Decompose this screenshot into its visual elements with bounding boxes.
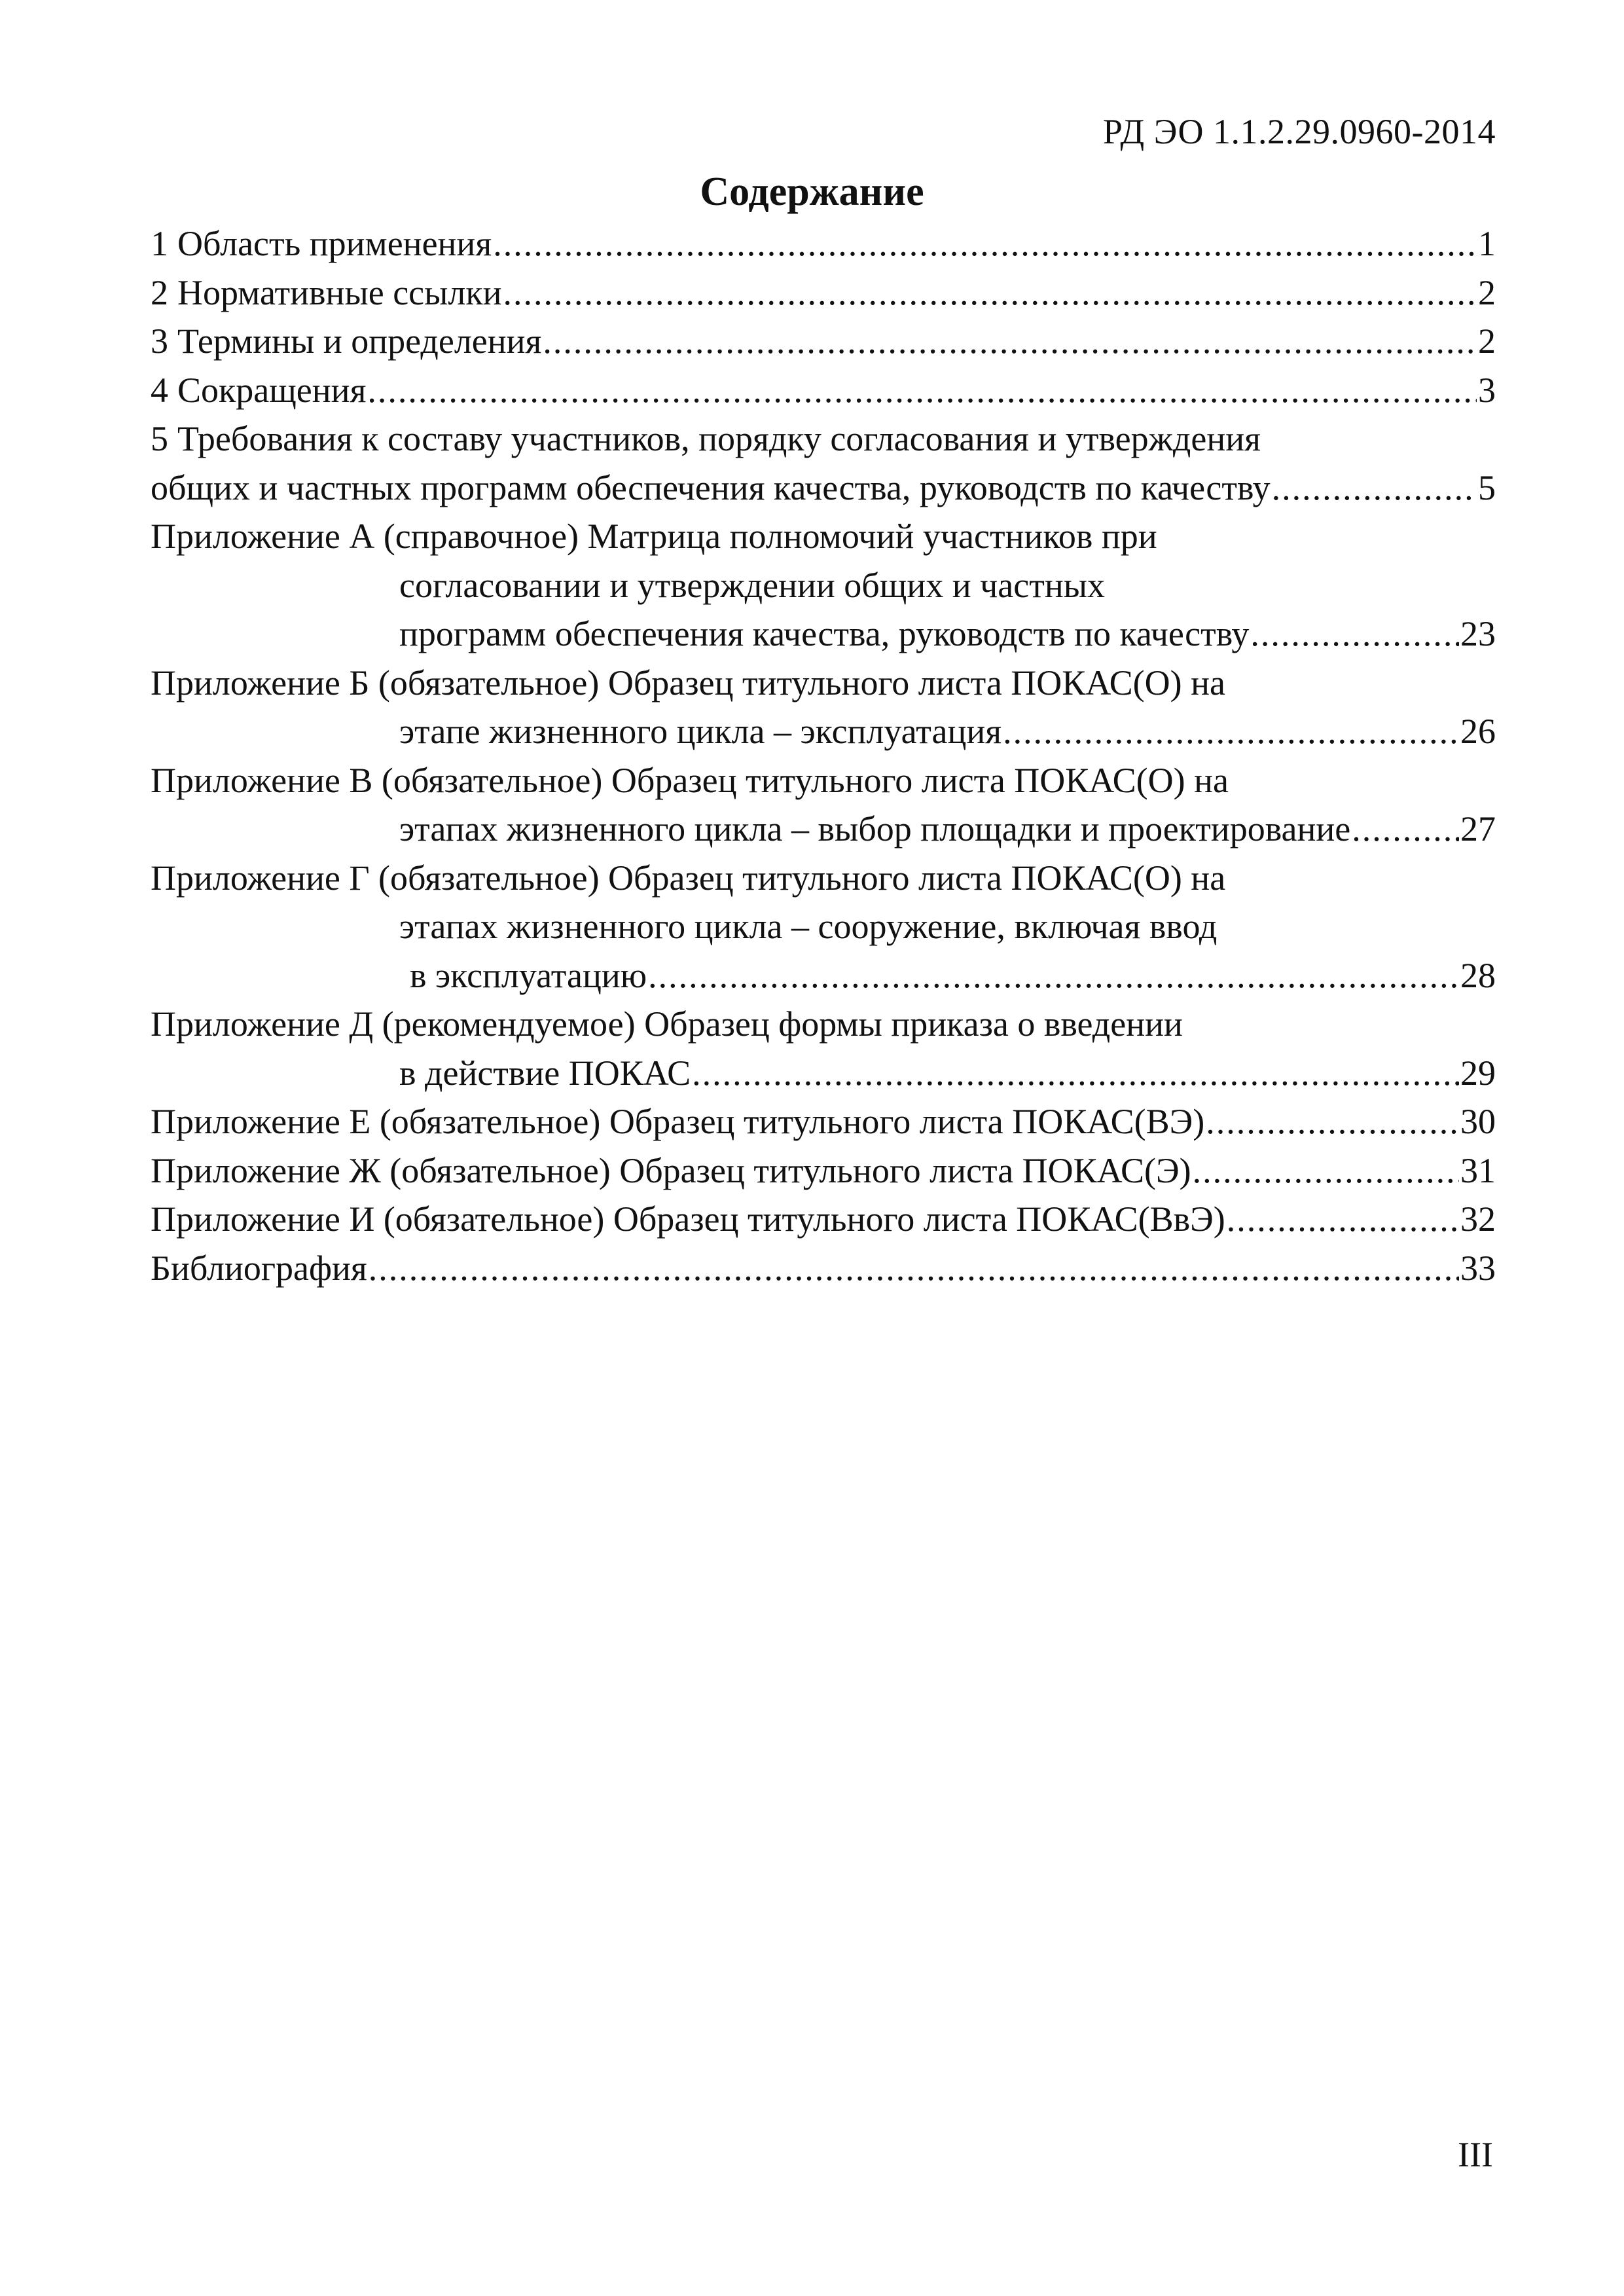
toc-entry-text: Требования к составу участников, порядку согласования и утверждения [177, 419, 1261, 458]
document-code: РД ЭО 1.1.2.29.0960-2014 [1102, 112, 1496, 151]
toc-entry-number: 3 [151, 321, 168, 361]
table-of-contents [151, 219, 1496, 1292]
toc-entry-appendix-g-line3 [151, 951, 1496, 1000]
toc-entry-page: 2 [1478, 321, 1496, 361]
dot-leader [1003, 707, 1459, 756]
dot-leader [543, 317, 1477, 366]
toc-entry-appendix-b-line1 [151, 659, 1496, 708]
toc-entry-text: Приложение Ж (обязательное) Образец титульного листа ПОКАС(Э) [151, 1150, 1191, 1190]
toc-entry-section-3 [151, 317, 1496, 366]
toc-entry-appendix-d-line2 [151, 1049, 1496, 1098]
toc-entry-page: 28 [1460, 955, 1496, 995]
toc-entry-section-4 [151, 366, 1496, 415]
toc-entry-appendix-v-line1 [151, 756, 1496, 805]
dot-leader [493, 219, 1477, 268]
toc-entry-page: 29 [1460, 1053, 1496, 1093]
toc-entry-number: 1 [151, 224, 168, 263]
toc-entry-text: Сокращения [177, 370, 367, 410]
dot-leader [1272, 464, 1477, 513]
toc-entry-page: 27 [1460, 809, 1496, 848]
toc-entry-section-2 [151, 268, 1496, 318]
toc-entry-page: 2 [1478, 272, 1496, 312]
toc-entry-text: Приложение И (обязательное) Образец титульного листа ПОКАС(ВвЭ) [151, 1199, 1225, 1239]
toc-entry-text: Приложение В (обязательное) Образец титульного листа ПОКАС(О) на [151, 760, 1229, 800]
toc-entry-text: Приложение А (справочное) Матрица полномочий участников при [151, 517, 1157, 556]
toc-entry-page: 23 [1460, 614, 1496, 653]
toc-entry-text: Приложение Е (обязательное) Образец титульного листа ПОКАС(ВЭ) [151, 1102, 1205, 1141]
toc-entry-page: 26 [1460, 712, 1496, 751]
toc-entry-text: согласовании и утверждении общих и частных [399, 565, 1106, 605]
toc-entry-appendix-zh [151, 1146, 1496, 1195]
toc-entry-number: 5 [151, 419, 168, 458]
dot-leader [1193, 1146, 1459, 1195]
toc-entry-text: Приложение Д (рекомендуемое) Образец формы приказа о введении [151, 1004, 1183, 1044]
toc-entry-text: Приложение Б (обязательное) Образец титульного листа ПОКАС(О) на [151, 663, 1225, 702]
toc-entry-text: программ обеспечения качества, руководств по качеству [399, 614, 1250, 653]
toc-entry-appendix-d-line1 [151, 1000, 1496, 1049]
toc-entry-text: этапе жизненного цикла – эксплуатация [399, 712, 1002, 751]
toc-entry-text: Библиография [151, 1248, 367, 1288]
toc-entry-appendix-e [151, 1097, 1496, 1146]
dot-leader [1206, 1097, 1459, 1146]
dot-leader [648, 951, 1459, 1000]
toc-entry-text: Термины и определения [177, 321, 542, 361]
toc-entry-appendix-a-line3 [151, 610, 1496, 659]
toc-entry-text: общих и частных программ обеспечения качества, руководств по качеству [151, 467, 1271, 507]
dot-leader [1227, 1195, 1459, 1244]
toc-entry-appendix-g-line2 [151, 902, 1496, 951]
toc-entry-appendix-v-line2 [151, 805, 1496, 854]
toc-entry-appendix-g-line1 [151, 854, 1496, 903]
toc-entry-appendix-a-line1 [151, 512, 1496, 561]
toc-entry-page: 5 [1478, 467, 1496, 507]
toc-entry-text: Приложение Г (обязательное) Образец титульного листа ПОКАС(О) на [151, 858, 1226, 898]
toc-entry-text: в эксплуатацию [410, 955, 647, 995]
dot-leader [1250, 610, 1459, 659]
toc-title: Содержание [700, 170, 924, 214]
toc-entry-page: 3 [1478, 370, 1496, 410]
toc-entry-text: этапах жизненного цикла – выбор площадки и проектирование [399, 809, 1351, 848]
toc-entry-appendix-i [151, 1195, 1496, 1244]
dot-leader [503, 268, 1477, 318]
toc-entry-page: 31 [1460, 1150, 1496, 1190]
toc-entry-text: Область применения [177, 224, 492, 263]
dot-leader [692, 1049, 1459, 1098]
toc-entry-number: 2 [151, 272, 168, 312]
toc-entry-number: 4 [151, 370, 168, 410]
toc-entry-appendix-a-line2 [151, 561, 1496, 610]
dot-leader [369, 1244, 1459, 1293]
toc-entry-bibliography [151, 1244, 1496, 1293]
toc-entry-appendix-b-line2 [151, 707, 1496, 756]
toc-entry-page: 1 [1478, 224, 1496, 263]
toc-entry-page: 32 [1460, 1199, 1496, 1239]
toc-entry-text: этапах жизненного цикла – сооружение, включая ввод [399, 907, 1218, 946]
toc-entry-text: Нормативные ссылки [177, 272, 502, 312]
toc-entry-page: 30 [1460, 1102, 1496, 1141]
toc-entry-text: в действие ПОКАС [399, 1053, 691, 1093]
toc-entry-section-1 [151, 219, 1496, 268]
toc-entry-page: 33 [1460, 1248, 1496, 1288]
dot-leader [1352, 805, 1459, 854]
page-number: III [1458, 2135, 1493, 2174]
dot-leader [367, 366, 1477, 415]
toc-entry-section-5-line1 [151, 414, 1496, 464]
toc-entry-section-5-line2 [151, 464, 1496, 513]
